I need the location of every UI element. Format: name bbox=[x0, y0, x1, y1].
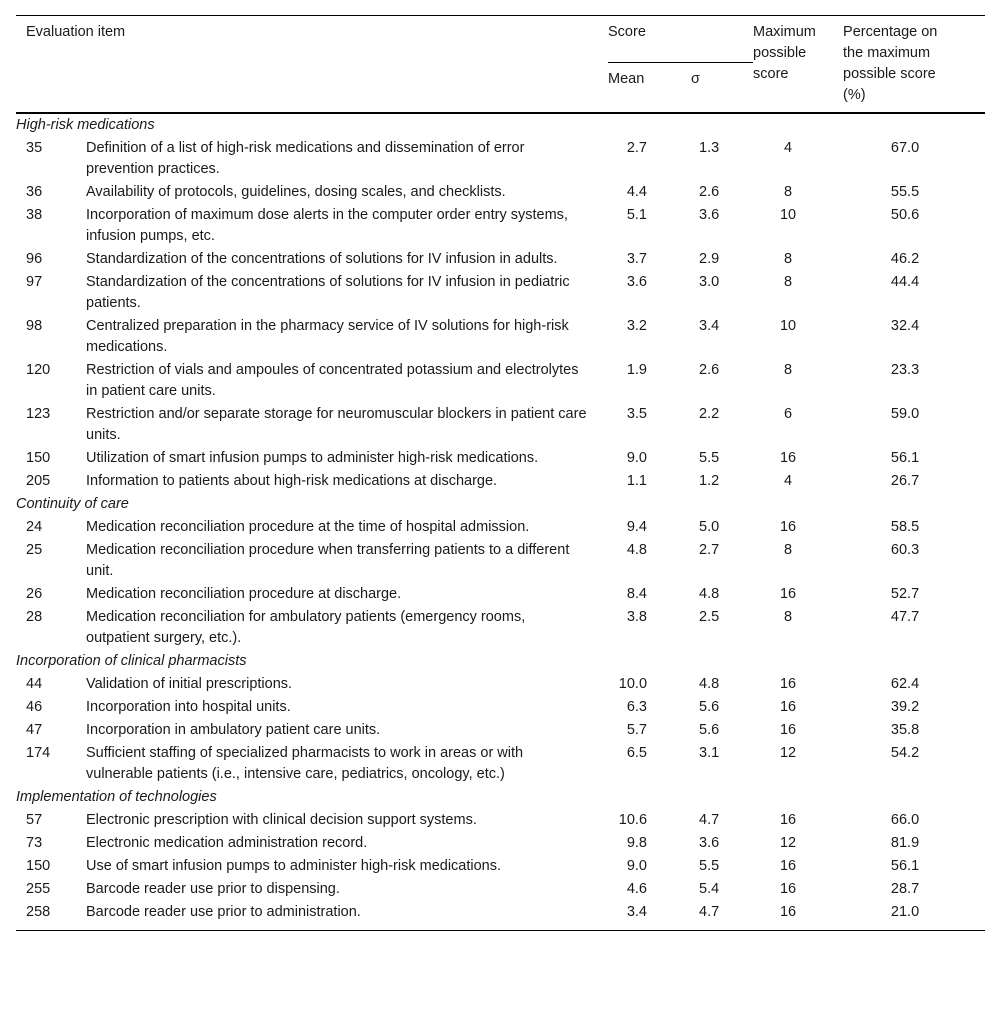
header-percentage-line: the maximum bbox=[843, 45, 931, 61]
percentage-cell: 46.2 bbox=[890, 251, 920, 267]
percentage-cell: 21.0 bbox=[890, 904, 920, 920]
item-number-cell: 25 bbox=[26, 542, 43, 558]
table-row bbox=[16, 855, 985, 878]
sigma-cell: 1.2 bbox=[699, 473, 720, 489]
section-title: Implementation of technologies bbox=[16, 789, 217, 805]
evaluation-table-container bbox=[16, 15, 985, 931]
mean-score-cell: 4.8 bbox=[626, 542, 648, 558]
header-max-score-line: possible bbox=[753, 45, 807, 61]
evaluation-table bbox=[16, 15, 985, 931]
header-mean: Mean bbox=[608, 70, 645, 87]
item-description-cell: Sufficient staffing of specialized pharmacists to work in areas or with vulnerable patients (i.e., intensive care, pediatrics, oncology, etc.) bbox=[86, 745, 524, 782]
percentage-cell: 28.7 bbox=[890, 881, 920, 897]
item-description-cell: Medication reconciliation procedure at discharge. bbox=[86, 586, 402, 602]
sigma-cell: 5.4 bbox=[699, 881, 720, 897]
item-description-cell: Use of smart infusion pumps to administer high-risk medications. bbox=[86, 858, 502, 874]
item-description-cell: Information to patients about high-risk medications at discharge. bbox=[86, 473, 498, 489]
mean-score-cell: 9.8 bbox=[626, 835, 648, 851]
max-score-cell: 8 bbox=[783, 542, 793, 558]
max-score-cell: 8 bbox=[783, 609, 793, 625]
item-number-cell: 98 bbox=[26, 318, 43, 334]
sigma-cell: 3.0 bbox=[699, 274, 720, 290]
item-number-cell: 26 bbox=[26, 586, 43, 602]
section-title: Incorporation of clinical pharmacists bbox=[16, 653, 247, 669]
mean-score-cell: 1.1 bbox=[626, 473, 648, 489]
max-score-cell: 4 bbox=[783, 140, 793, 156]
item-number-cell: 258 bbox=[26, 904, 51, 920]
item-number-cell: 96 bbox=[26, 251, 43, 267]
percentage-cell: 52.7 bbox=[890, 586, 920, 602]
header-percentage-line: possible score bbox=[843, 66, 936, 82]
item-number-cell: 97 bbox=[26, 274, 43, 290]
mean-score-cell: 9.0 bbox=[626, 450, 648, 466]
mean-score-cell: 5.7 bbox=[626, 722, 648, 738]
header-percentage-line: (%) bbox=[843, 87, 866, 103]
item-description-cell: Definition of a list of high-risk medications and dissemination of error prevention practices. bbox=[86, 140, 525, 177]
table-row bbox=[16, 447, 985, 470]
item-description-cell: Incorporation of maximum dose alerts in the computer order entry systems, infusion pumps, etc. bbox=[86, 207, 568, 244]
mean-score-cell: 10.6 bbox=[618, 812, 648, 828]
section-header-row bbox=[16, 493, 985, 516]
item-number-cell: 35 bbox=[26, 140, 43, 156]
sigma-cell: 2.6 bbox=[699, 184, 720, 200]
sigma-cell: 3.1 bbox=[699, 745, 720, 761]
percentage-cell: 39.2 bbox=[890, 699, 920, 715]
item-description-cell: Electronic medication administration record. bbox=[86, 835, 368, 851]
mean-score-cell: 3.4 bbox=[626, 904, 648, 920]
sigma-cell: 2.9 bbox=[699, 251, 720, 267]
section-header-row bbox=[16, 113, 985, 137]
percentage-cell: 35.8 bbox=[890, 722, 920, 738]
item-description-cell: Centralized preparation in the pharmacy service of IV solutions for high-risk medications. bbox=[86, 318, 569, 355]
item-number-cell: 120 bbox=[26, 362, 51, 378]
max-score-cell: 16 bbox=[779, 881, 797, 897]
table-row bbox=[16, 719, 985, 742]
percentage-cell: 44.4 bbox=[890, 274, 920, 290]
max-score-cell: 16 bbox=[779, 699, 797, 715]
table-row bbox=[16, 315, 985, 359]
item-description-cell: Restriction and/or separate storage for neuromuscular blockers in patient care units. bbox=[86, 406, 587, 443]
section-title: High-risk medications bbox=[16, 117, 155, 133]
percentage-cell: 62.4 bbox=[890, 676, 920, 692]
item-number-cell: 205 bbox=[26, 473, 51, 489]
table-row bbox=[16, 271, 985, 315]
mean-score-cell: 3.2 bbox=[626, 318, 648, 334]
header-max-score-line: Maximum bbox=[753, 24, 816, 40]
mean-score-cell: 8.4 bbox=[626, 586, 648, 602]
max-score-cell: 16 bbox=[779, 586, 797, 602]
max-score-cell: 8 bbox=[783, 184, 793, 200]
sigma-cell: 5.5 bbox=[699, 450, 720, 466]
header-sigma: σ bbox=[691, 70, 700, 87]
header-max-score-line: score bbox=[753, 66, 789, 82]
item-number-cell: 38 bbox=[26, 207, 43, 223]
item-description-cell: Restriction of vials and ampoules of concentrated potassium and electrolytes in patient care units. bbox=[86, 362, 579, 399]
table-row bbox=[16, 539, 985, 583]
percentage-cell: 54.2 bbox=[890, 745, 920, 761]
header-evaluation-item: Evaluation item bbox=[26, 24, 126, 40]
table-row bbox=[16, 832, 985, 855]
table-row bbox=[16, 809, 985, 832]
item-description-cell: Standardization of the concentrations of solutions for IV infusion in pediatric patients. bbox=[86, 274, 570, 311]
table-row bbox=[16, 516, 985, 539]
sigma-cell: 5.6 bbox=[699, 722, 720, 738]
sigma-cell: 2.7 bbox=[699, 542, 720, 558]
table-row bbox=[16, 696, 985, 719]
percentage-cell: 81.9 bbox=[890, 835, 920, 851]
sigma-cell: 3.6 bbox=[699, 207, 720, 223]
percentage-cell: 60.3 bbox=[890, 542, 920, 558]
item-description-cell: Utilization of smart infusion pumps to administer high-risk medications. bbox=[86, 450, 539, 466]
item-number-cell: 24 bbox=[26, 519, 43, 535]
mean-score-cell: 3.6 bbox=[626, 274, 648, 290]
percentage-cell: 56.1 bbox=[890, 858, 920, 874]
item-number-cell: 44 bbox=[26, 676, 43, 692]
table-row bbox=[16, 606, 985, 650]
item-description-cell: Barcode reader use prior to administration. bbox=[86, 904, 361, 920]
item-number-cell: 28 bbox=[26, 609, 43, 625]
sigma-cell: 4.8 bbox=[699, 586, 720, 602]
percentage-cell: 55.5 bbox=[890, 184, 920, 200]
percentage-cell: 47.7 bbox=[890, 609, 920, 625]
section-header-row bbox=[16, 650, 985, 673]
percentage-cell: 66.0 bbox=[890, 812, 920, 828]
item-description-cell: Medication reconciliation procedure at the time of hospital admission. bbox=[86, 519, 530, 535]
item-description-cell: Incorporation into hospital units. bbox=[86, 699, 291, 715]
mean-score-cell: 4.4 bbox=[626, 184, 648, 200]
table-row bbox=[16, 403, 985, 447]
sigma-cell: 3.6 bbox=[699, 835, 720, 851]
max-score-cell: 16 bbox=[779, 858, 797, 874]
percentage-cell: 26.7 bbox=[890, 473, 920, 489]
table-row bbox=[16, 181, 985, 204]
item-description-cell: Barcode reader use prior to dispensing. bbox=[86, 881, 340, 897]
max-score-cell: 8 bbox=[783, 362, 793, 378]
table-row bbox=[16, 673, 985, 696]
max-score-cell: 16 bbox=[779, 722, 797, 738]
item-description-cell: Medication reconciliation procedure when transferring patients to a different unit. bbox=[86, 542, 570, 579]
item-number-cell: 174 bbox=[26, 745, 51, 761]
mean-score-cell: 9.4 bbox=[626, 519, 648, 535]
item-number-cell: 36 bbox=[26, 184, 43, 200]
percentage-cell: 67.0 bbox=[890, 140, 920, 156]
mean-score-cell: 1.9 bbox=[626, 362, 648, 378]
max-score-cell: 12 bbox=[779, 745, 797, 761]
mean-score-cell: 3.7 bbox=[626, 251, 648, 267]
table-row bbox=[16, 742, 985, 786]
max-score-cell: 12 bbox=[779, 835, 797, 851]
max-score-cell: 4 bbox=[783, 473, 793, 489]
mean-score-cell: 2.7 bbox=[626, 140, 648, 156]
percentage-cell: 50.6 bbox=[890, 207, 920, 223]
sigma-cell: 3.4 bbox=[699, 318, 720, 334]
header-percentage bbox=[843, 16, 985, 107]
section-header-row bbox=[16, 786, 985, 809]
table-row bbox=[16, 248, 985, 271]
header-max-score bbox=[753, 16, 843, 107]
item-number-cell: 123 bbox=[26, 406, 51, 422]
item-number-cell: 47 bbox=[26, 722, 43, 738]
max-score-cell: 16 bbox=[779, 676, 797, 692]
sigma-cell: 1.3 bbox=[699, 140, 720, 156]
item-number-cell: 150 bbox=[26, 450, 51, 466]
max-score-cell: 16 bbox=[779, 904, 797, 920]
mean-score-cell: 6.5 bbox=[626, 745, 648, 761]
header-score: Score bbox=[608, 16, 753, 63]
sigma-cell: 2.6 bbox=[699, 362, 720, 378]
table-body bbox=[16, 113, 985, 924]
sigma-cell: 2.5 bbox=[699, 609, 720, 625]
mean-score-cell: 4.6 bbox=[626, 881, 648, 897]
table-header bbox=[16, 16, 985, 114]
item-description-cell: Standardization of the concentrations of solutions for IV infusion in adults. bbox=[86, 251, 558, 267]
sigma-cell: 5.6 bbox=[699, 699, 720, 715]
item-description-cell: Medication reconciliation for ambulatory patients (emergency rooms, outpatient surgery, etc.). bbox=[86, 609, 526, 646]
mean-score-cell: 9.0 bbox=[626, 858, 648, 874]
percentage-cell: 59.0 bbox=[890, 406, 920, 422]
percentage-cell: 32.4 bbox=[890, 318, 920, 334]
section-title: Continuity of care bbox=[16, 496, 129, 512]
item-description-cell: Validation of initial prescriptions. bbox=[86, 676, 293, 692]
sigma-cell: 2.2 bbox=[699, 406, 720, 422]
percentage-cell: 58.5 bbox=[890, 519, 920, 535]
percentage-cell: 56.1 bbox=[890, 450, 920, 466]
item-number-cell: 73 bbox=[26, 835, 43, 851]
table-row bbox=[16, 583, 985, 606]
item-number-cell: 150 bbox=[26, 858, 51, 874]
mean-score-cell: 3.8 bbox=[626, 609, 648, 625]
max-score-cell: 10 bbox=[779, 318, 797, 334]
sigma-cell: 4.7 bbox=[699, 812, 720, 828]
max-score-cell: 16 bbox=[779, 519, 797, 535]
mean-score-cell: 5.1 bbox=[626, 207, 648, 223]
table-row bbox=[16, 878, 985, 901]
mean-score-cell: 10.0 bbox=[618, 676, 648, 692]
max-score-cell: 16 bbox=[779, 812, 797, 828]
max-score-cell: 10 bbox=[779, 207, 797, 223]
max-score-cell: 8 bbox=[783, 251, 793, 267]
mean-score-cell: 3.5 bbox=[626, 406, 648, 422]
item-number-cell: 57 bbox=[26, 812, 43, 828]
mean-score-cell: 6.3 bbox=[626, 699, 648, 715]
item-number-cell: 46 bbox=[26, 699, 43, 715]
sigma-cell: 4.8 bbox=[699, 676, 720, 692]
table-row bbox=[16, 137, 985, 181]
item-description-cell: Incorporation in ambulatory patient care units. bbox=[86, 722, 381, 738]
sigma-cell: 5.0 bbox=[699, 519, 720, 535]
max-score-cell: 6 bbox=[783, 406, 793, 422]
max-score-cell: 8 bbox=[783, 274, 793, 290]
table-row bbox=[16, 359, 985, 403]
item-description-cell: Electronic prescription with clinical decision support systems. bbox=[86, 812, 477, 828]
sigma-cell: 4.7 bbox=[699, 904, 720, 920]
percentage-cell: 23.3 bbox=[890, 362, 920, 378]
item-number-cell: 255 bbox=[26, 881, 51, 897]
item-description-cell: Availability of protocols, guidelines, dosing scales, and checklists. bbox=[86, 184, 506, 200]
header-percentage-line: Percentage on bbox=[843, 24, 938, 40]
table-row bbox=[16, 901, 985, 924]
table-row bbox=[16, 204, 985, 248]
sigma-cell: 5.5 bbox=[699, 858, 720, 874]
table-row bbox=[16, 470, 985, 493]
max-score-cell: 16 bbox=[779, 450, 797, 466]
